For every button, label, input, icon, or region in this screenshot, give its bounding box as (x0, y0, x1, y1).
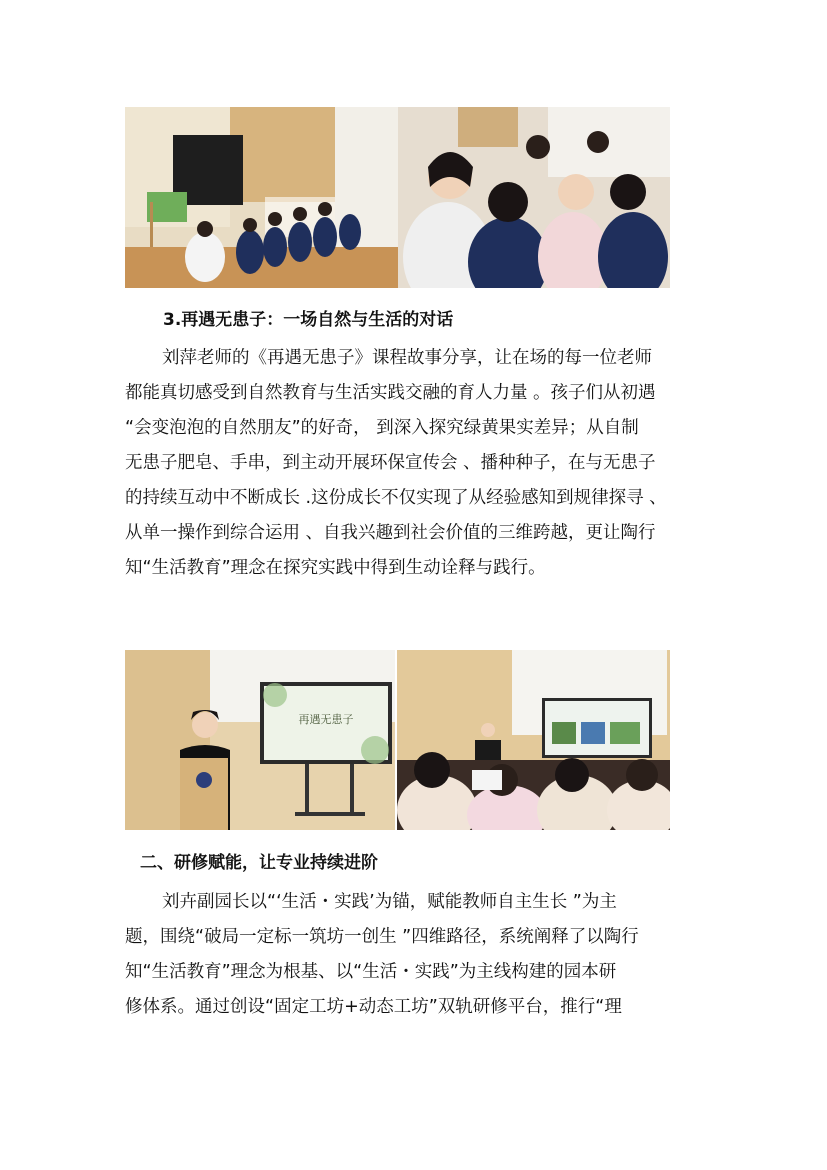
paragraph-line: 知“生活教育”理念为根基、以“生活・实践”为主线构建的园本研 (125, 962, 617, 982)
paragraph-line: 从单一操作到综合运用 、自我兴趣到社会价值的三维跨越，更让陶行 (125, 523, 656, 543)
paragraph-line: 的持续互动中不断成长 .这份成长不仅实现了从经验感知到规律探寻 、 (125, 488, 667, 508)
screen-title-text: 再遇无患子 (298, 713, 354, 726)
presentation-photo-left (125, 650, 395, 830)
paragraph-line: 知“生活教育”理念在探究实践中得到生动诠释与践行。 (125, 558, 546, 578)
section2-heading: 二、研修赋能，让专业持续进阶 (140, 853, 378, 873)
section3-paragraph (125, 341, 715, 586)
classroom-photo-right (398, 107, 670, 288)
paragraph-line: 题，围绕“破局一定标一筑坊一创生 ”四维路径，系统阐释了以陶行 (125, 927, 639, 947)
paragraph-line: 刘萍老师的《再遇无患子》课程故事分享，让在场的每一位老师 (162, 348, 652, 368)
section3-heading: 3.再遇无患子：一场自然与生活的对话 (163, 310, 454, 330)
classroom-photo-left (125, 107, 398, 288)
paragraph-line: 都能真切感受到自然教育与生活实践交融的育人力量 。孩子们从初遇 (125, 383, 656, 403)
paragraph-line: 无患子肥皂、手串，到主动开展环保宣传会 、播种种子，在与无患子 (125, 453, 656, 473)
paragraph-line: 修体系。通过创设“固定工坊+动态工坊”双轨研修平台，推行“理 (125, 997, 622, 1017)
presentation-photo-right (397, 650, 670, 830)
section2-paragraph (125, 885, 715, 1025)
paragraph-line: 刘卉副园长以“‘生活・实践’为锚，赋能教师自主生长 ”为主 (162, 892, 617, 912)
paragraph-line: “会变泡泡的自然朋友”的好奇， 到深入探究绿黄果实差异；从自制 (125, 418, 639, 438)
